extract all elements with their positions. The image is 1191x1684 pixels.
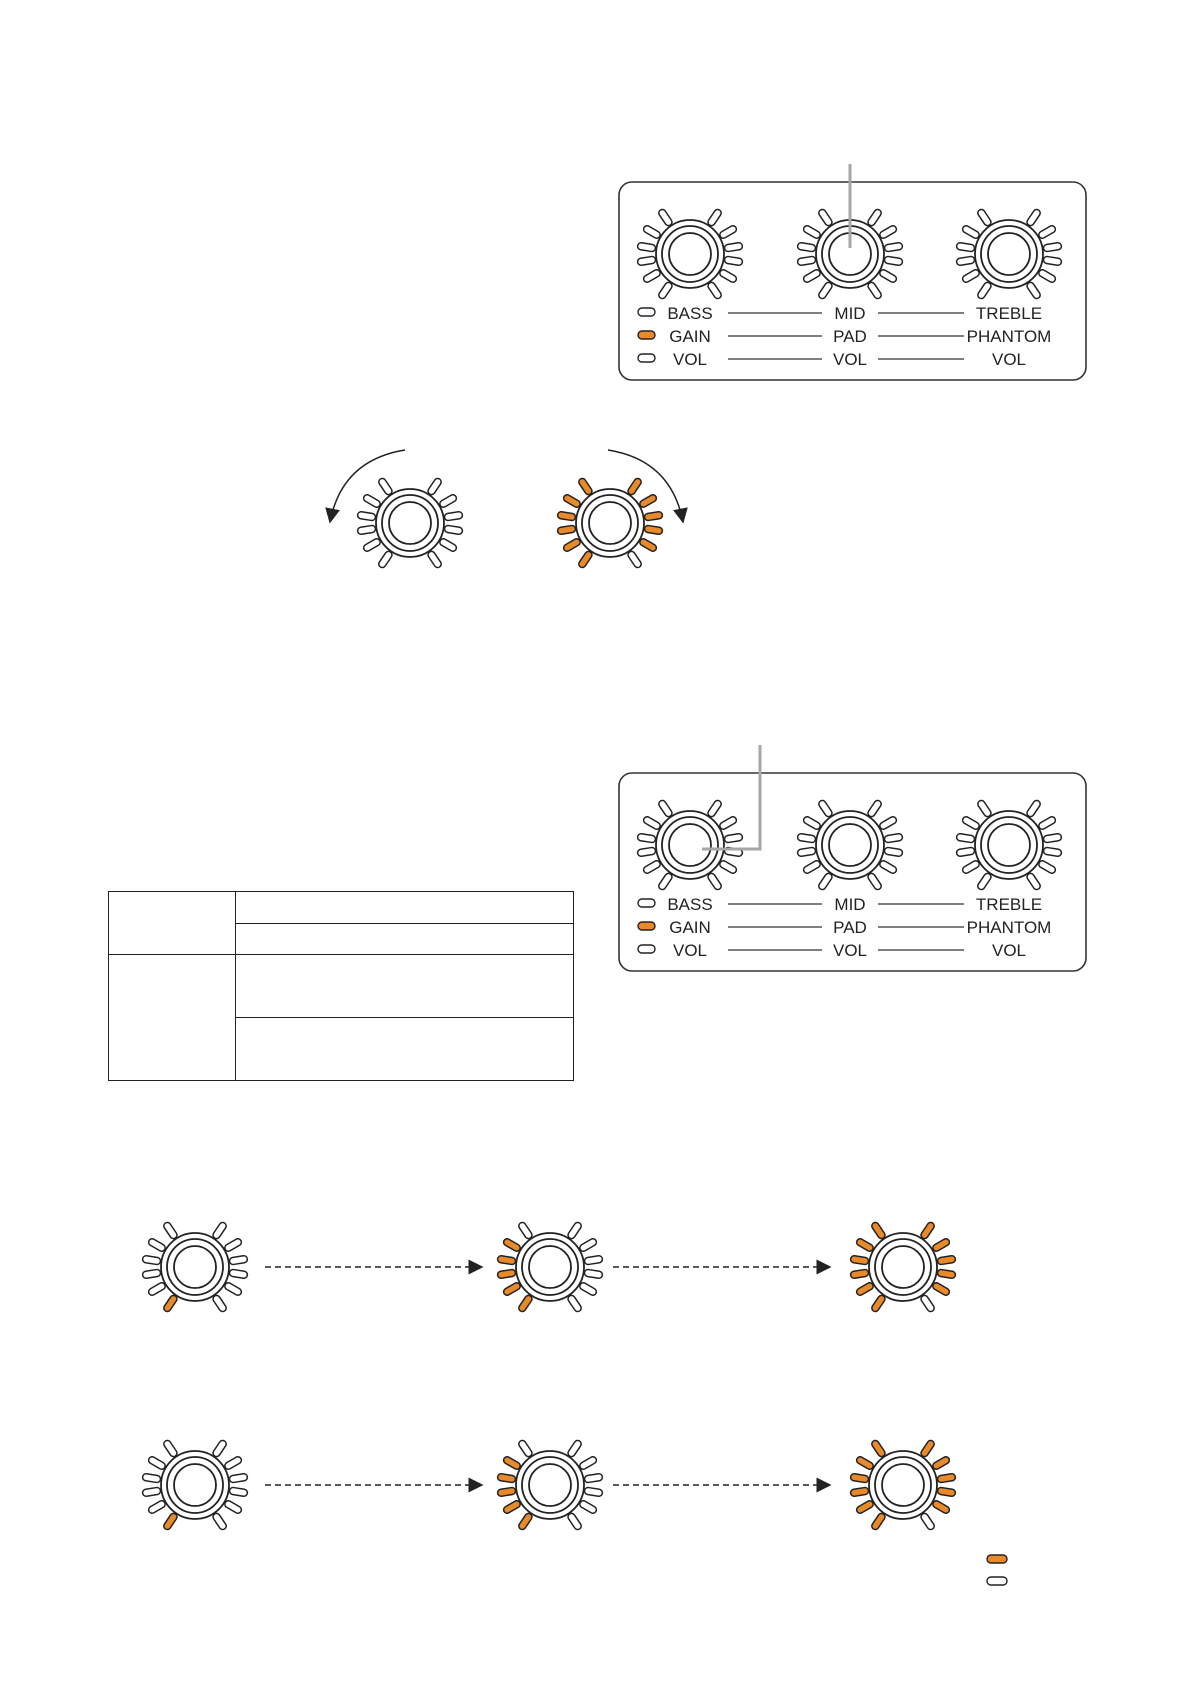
knob — [497, 1221, 603, 1313]
knob-rotate-right — [557, 477, 663, 569]
lit-led-tick — [850, 1269, 869, 1279]
led-sequence-row-1 — [142, 1221, 956, 1313]
unlit-led-tick — [142, 1269, 161, 1279]
legend-unlit-led-icon — [987, 1577, 1007, 1585]
unlit-led-tick — [567, 1294, 583, 1313]
led-sequence-row-2 — [142, 1439, 956, 1531]
panel-label: VOL — [672, 350, 708, 369]
lit-row-led-icon — [638, 922, 655, 930]
unlit-led-tick — [224, 1499, 243, 1514]
panel-label: TREBLE — [975, 895, 1043, 914]
lit-led-tick — [920, 1439, 936, 1458]
unlit-led-tick — [579, 1281, 598, 1296]
panel-label: MID — [834, 304, 866, 323]
lit-led-tick — [517, 1294, 533, 1313]
lit-led-tick — [557, 511, 576, 521]
lit-led-tick — [870, 1512, 886, 1531]
unlit-led-tick — [567, 1512, 583, 1531]
lit-led-tick — [162, 1512, 178, 1531]
unlit-row-led-icon — [638, 945, 655, 953]
lit-led-tick — [932, 1499, 951, 1514]
unlit-led-tick — [357, 511, 376, 521]
lit-led-tick — [920, 1221, 936, 1240]
knob-cap — [829, 824, 871, 866]
knob-cap — [529, 1246, 571, 1288]
panel-label: GAIN — [669, 327, 711, 346]
unlit-led-tick — [517, 1221, 533, 1240]
unlit-row-led-icon — [638, 308, 655, 316]
unlit-led-tick — [584, 1269, 603, 1279]
unlit-led-tick — [427, 550, 443, 569]
table-cell — [236, 1018, 574, 1081]
unlit-led-tick — [427, 477, 443, 496]
unlit-led-tick — [627, 550, 643, 569]
lit-led-tick — [627, 477, 643, 496]
unlit-led-tick — [147, 1281, 166, 1296]
panel-label: VOL — [991, 941, 1027, 960]
unlit-led-tick — [147, 1455, 166, 1470]
panel-label: VOL — [991, 350, 1027, 369]
unlit-led-tick — [224, 1281, 243, 1296]
knob-rotate-left — [357, 477, 463, 569]
lit-led-tick — [639, 493, 658, 508]
knob-cap — [174, 1246, 216, 1288]
knob — [850, 1439, 956, 1531]
unlit-led-tick — [567, 1439, 583, 1458]
unlit-led-tick — [439, 537, 458, 552]
rotation-illustration — [330, 450, 683, 569]
lit-led-tick — [517, 1512, 533, 1531]
lit-led-tick — [850, 1487, 869, 1497]
unlit-led-tick — [584, 1473, 603, 1483]
unlit-led-tick — [567, 1221, 583, 1240]
knob — [557, 477, 663, 569]
unlit-led-tick — [362, 493, 381, 508]
unlit-led-tick — [162, 1439, 178, 1458]
panel-label: PHANTOM — [966, 327, 1052, 346]
lit-led-tick — [502, 1281, 521, 1296]
lit-led-tick — [850, 1473, 869, 1483]
unlit-led-tick — [444, 511, 463, 521]
lit-led-tick — [562, 537, 581, 552]
knob-cap — [669, 824, 711, 866]
lit-led-tick — [937, 1487, 956, 1497]
unlit-led-tick — [147, 1499, 166, 1514]
unlit-led-tick — [584, 1487, 603, 1497]
unlit-led-tick — [439, 493, 458, 508]
panel-label: VOL — [672, 941, 708, 960]
lit-led-tick — [644, 511, 663, 521]
knob-cap — [529, 1464, 571, 1506]
panel-bottom-knobs — [637, 799, 1062, 891]
unlit-led-tick — [229, 1269, 248, 1279]
lit-row-led-icon — [638, 331, 655, 339]
knob-cap — [174, 1464, 216, 1506]
lit-led-tick — [870, 1294, 886, 1313]
lit-led-tick — [937, 1269, 956, 1279]
unlit-led-tick — [579, 1455, 598, 1470]
lit-led-tick — [562, 493, 581, 508]
panel-label: VOL — [832, 941, 868, 960]
unlit-led-tick — [362, 537, 381, 552]
panel-label: PAD — [833, 327, 867, 346]
unlit-led-tick — [444, 525, 463, 535]
lit-led-tick — [855, 1281, 874, 1296]
unlit-led-tick — [212, 1294, 228, 1313]
knob-cap — [988, 233, 1030, 275]
lit-led-tick — [870, 1221, 886, 1240]
lit-led-tick — [497, 1473, 516, 1483]
control-panel-bottom — [619, 745, 1086, 971]
lit-led-tick — [850, 1255, 869, 1265]
unlit-led-tick — [377, 550, 393, 569]
knob — [142, 1439, 248, 1531]
lit-led-tick — [497, 1255, 516, 1265]
unlit-led-tick — [920, 1294, 936, 1313]
panel-label: PHANTOM — [966, 918, 1052, 937]
lit-led-tick — [932, 1455, 951, 1470]
lit-led-tick — [162, 1294, 178, 1313]
unlit-led-tick — [357, 525, 376, 535]
spec-table — [108, 891, 574, 1081]
knob-cap — [882, 1246, 924, 1288]
lit-led-tick — [855, 1499, 874, 1514]
knob-cap — [589, 502, 631, 544]
knob-cap — [669, 233, 711, 275]
knob — [850, 1221, 956, 1313]
table-row-header — [109, 955, 236, 1081]
lit-led-tick — [502, 1237, 521, 1252]
unlit-led-tick — [517, 1439, 533, 1458]
lit-led-tick — [937, 1255, 956, 1265]
panel-label: VOL — [832, 350, 868, 369]
unlit-row-led-icon — [638, 354, 655, 362]
unlit-led-tick — [229, 1473, 248, 1483]
unlit-led-tick — [142, 1255, 161, 1265]
unlit-led-tick — [229, 1487, 248, 1497]
lit-led-tick — [932, 1281, 951, 1296]
panel-label: GAIN — [669, 918, 711, 937]
lit-led-tick — [937, 1473, 956, 1483]
knob-cap — [389, 502, 431, 544]
panel-label: MID — [834, 895, 866, 914]
knob-cap — [988, 824, 1030, 866]
unlit-led-tick — [920, 1512, 936, 1531]
lit-led-tick — [497, 1269, 516, 1279]
legend-lit-led-icon — [987, 1555, 1007, 1563]
panel-label: BASS — [667, 895, 713, 914]
knob — [497, 1439, 603, 1531]
unlit-led-tick — [224, 1237, 243, 1252]
led-legend — [987, 1555, 1007, 1585]
knob-cap — [882, 1464, 924, 1506]
unlit-led-tick — [579, 1499, 598, 1514]
unlit-led-tick — [584, 1255, 603, 1265]
unlit-led-tick — [229, 1255, 248, 1265]
lit-led-tick — [577, 477, 593, 496]
unlit-led-tick — [579, 1237, 598, 1252]
lit-led-tick — [502, 1499, 521, 1514]
panel-label: PAD — [833, 918, 867, 937]
table-cell — [236, 892, 574, 924]
unlit-led-tick — [142, 1473, 161, 1483]
knob — [142, 1221, 248, 1313]
panel-label: BASS — [667, 304, 713, 323]
control-panel-top — [619, 164, 1086, 380]
lit-led-tick — [639, 537, 658, 552]
unlit-led-tick — [147, 1237, 166, 1252]
unlit-led-tick — [212, 1439, 228, 1458]
table-row-header — [109, 892, 236, 955]
table-cell — [236, 955, 574, 1018]
panel-label: TREBLE — [975, 304, 1043, 323]
unlit-led-tick — [212, 1512, 228, 1531]
lit-led-tick — [855, 1455, 874, 1470]
lit-led-tick — [855, 1237, 874, 1252]
unlit-row-led-icon — [638, 899, 655, 907]
unlit-led-tick — [212, 1221, 228, 1240]
knob — [357, 477, 463, 569]
unlit-led-tick — [224, 1455, 243, 1470]
table-cell — [236, 923, 574, 955]
unlit-led-tick — [142, 1487, 161, 1497]
lit-led-tick — [932, 1237, 951, 1252]
lit-led-tick — [502, 1455, 521, 1470]
unlit-led-tick — [162, 1221, 178, 1240]
lit-led-tick — [557, 525, 576, 535]
lit-led-tick — [577, 550, 593, 569]
lit-led-tick — [870, 1439, 886, 1458]
lit-led-tick — [644, 525, 663, 535]
unlit-led-tick — [377, 477, 393, 496]
lit-led-tick — [497, 1487, 516, 1497]
